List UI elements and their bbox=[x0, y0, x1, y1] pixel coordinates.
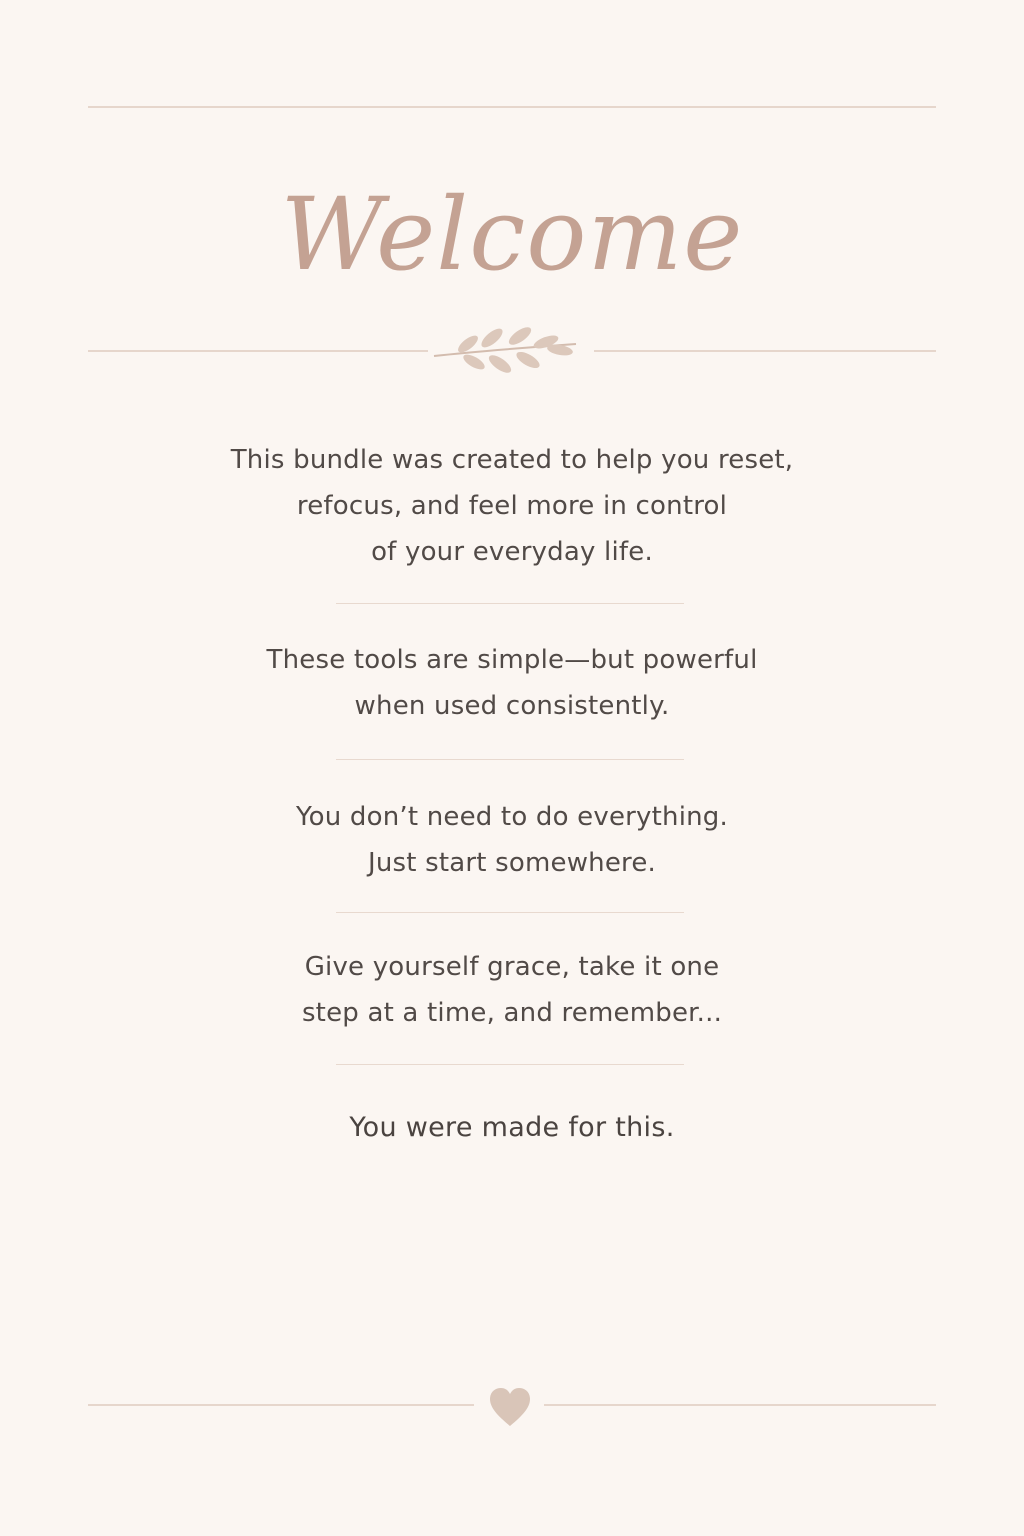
page-title: Welcome bbox=[280, 176, 744, 293]
paragraph-intro bbox=[112, 437, 912, 575]
bottom-divider-left bbox=[88, 1404, 474, 1406]
section-divider bbox=[336, 759, 684, 760]
paragraph-line: Just start somewhere. bbox=[367, 848, 657, 878]
paragraph-line: You don’t need to do everything. bbox=[296, 802, 728, 832]
ornament-divider-right bbox=[594, 350, 936, 352]
paragraph-start bbox=[112, 794, 912, 886]
paragraph-line: refocus, and feel more in control bbox=[296, 491, 728, 521]
closing-line: You were made for this. bbox=[349, 1112, 675, 1143]
paragraph-tools bbox=[112, 637, 912, 729]
ornament-divider-left bbox=[88, 350, 428, 352]
paragraph-line: when used consistently. bbox=[354, 691, 670, 721]
paragraph-line: This bundle was created to help you reset, bbox=[230, 445, 794, 475]
section-divider bbox=[336, 1064, 684, 1065]
section-divider bbox=[336, 603, 684, 604]
heart-icon bbox=[488, 1386, 532, 1428]
paragraph-line: step at a time, and remember... bbox=[301, 998, 723, 1028]
paragraph-line: Give yourself grace, take it one bbox=[304, 952, 720, 982]
bottom-divider-right bbox=[544, 1404, 936, 1406]
paragraph-grace bbox=[112, 944, 912, 1036]
leaf-sprig-icon bbox=[430, 322, 580, 378]
section-divider bbox=[336, 912, 684, 913]
top-divider bbox=[88, 106, 936, 108]
paragraph-line: of your everyday life. bbox=[371, 537, 653, 567]
paragraph-line: These tools are simple—but powerful bbox=[266, 645, 758, 675]
